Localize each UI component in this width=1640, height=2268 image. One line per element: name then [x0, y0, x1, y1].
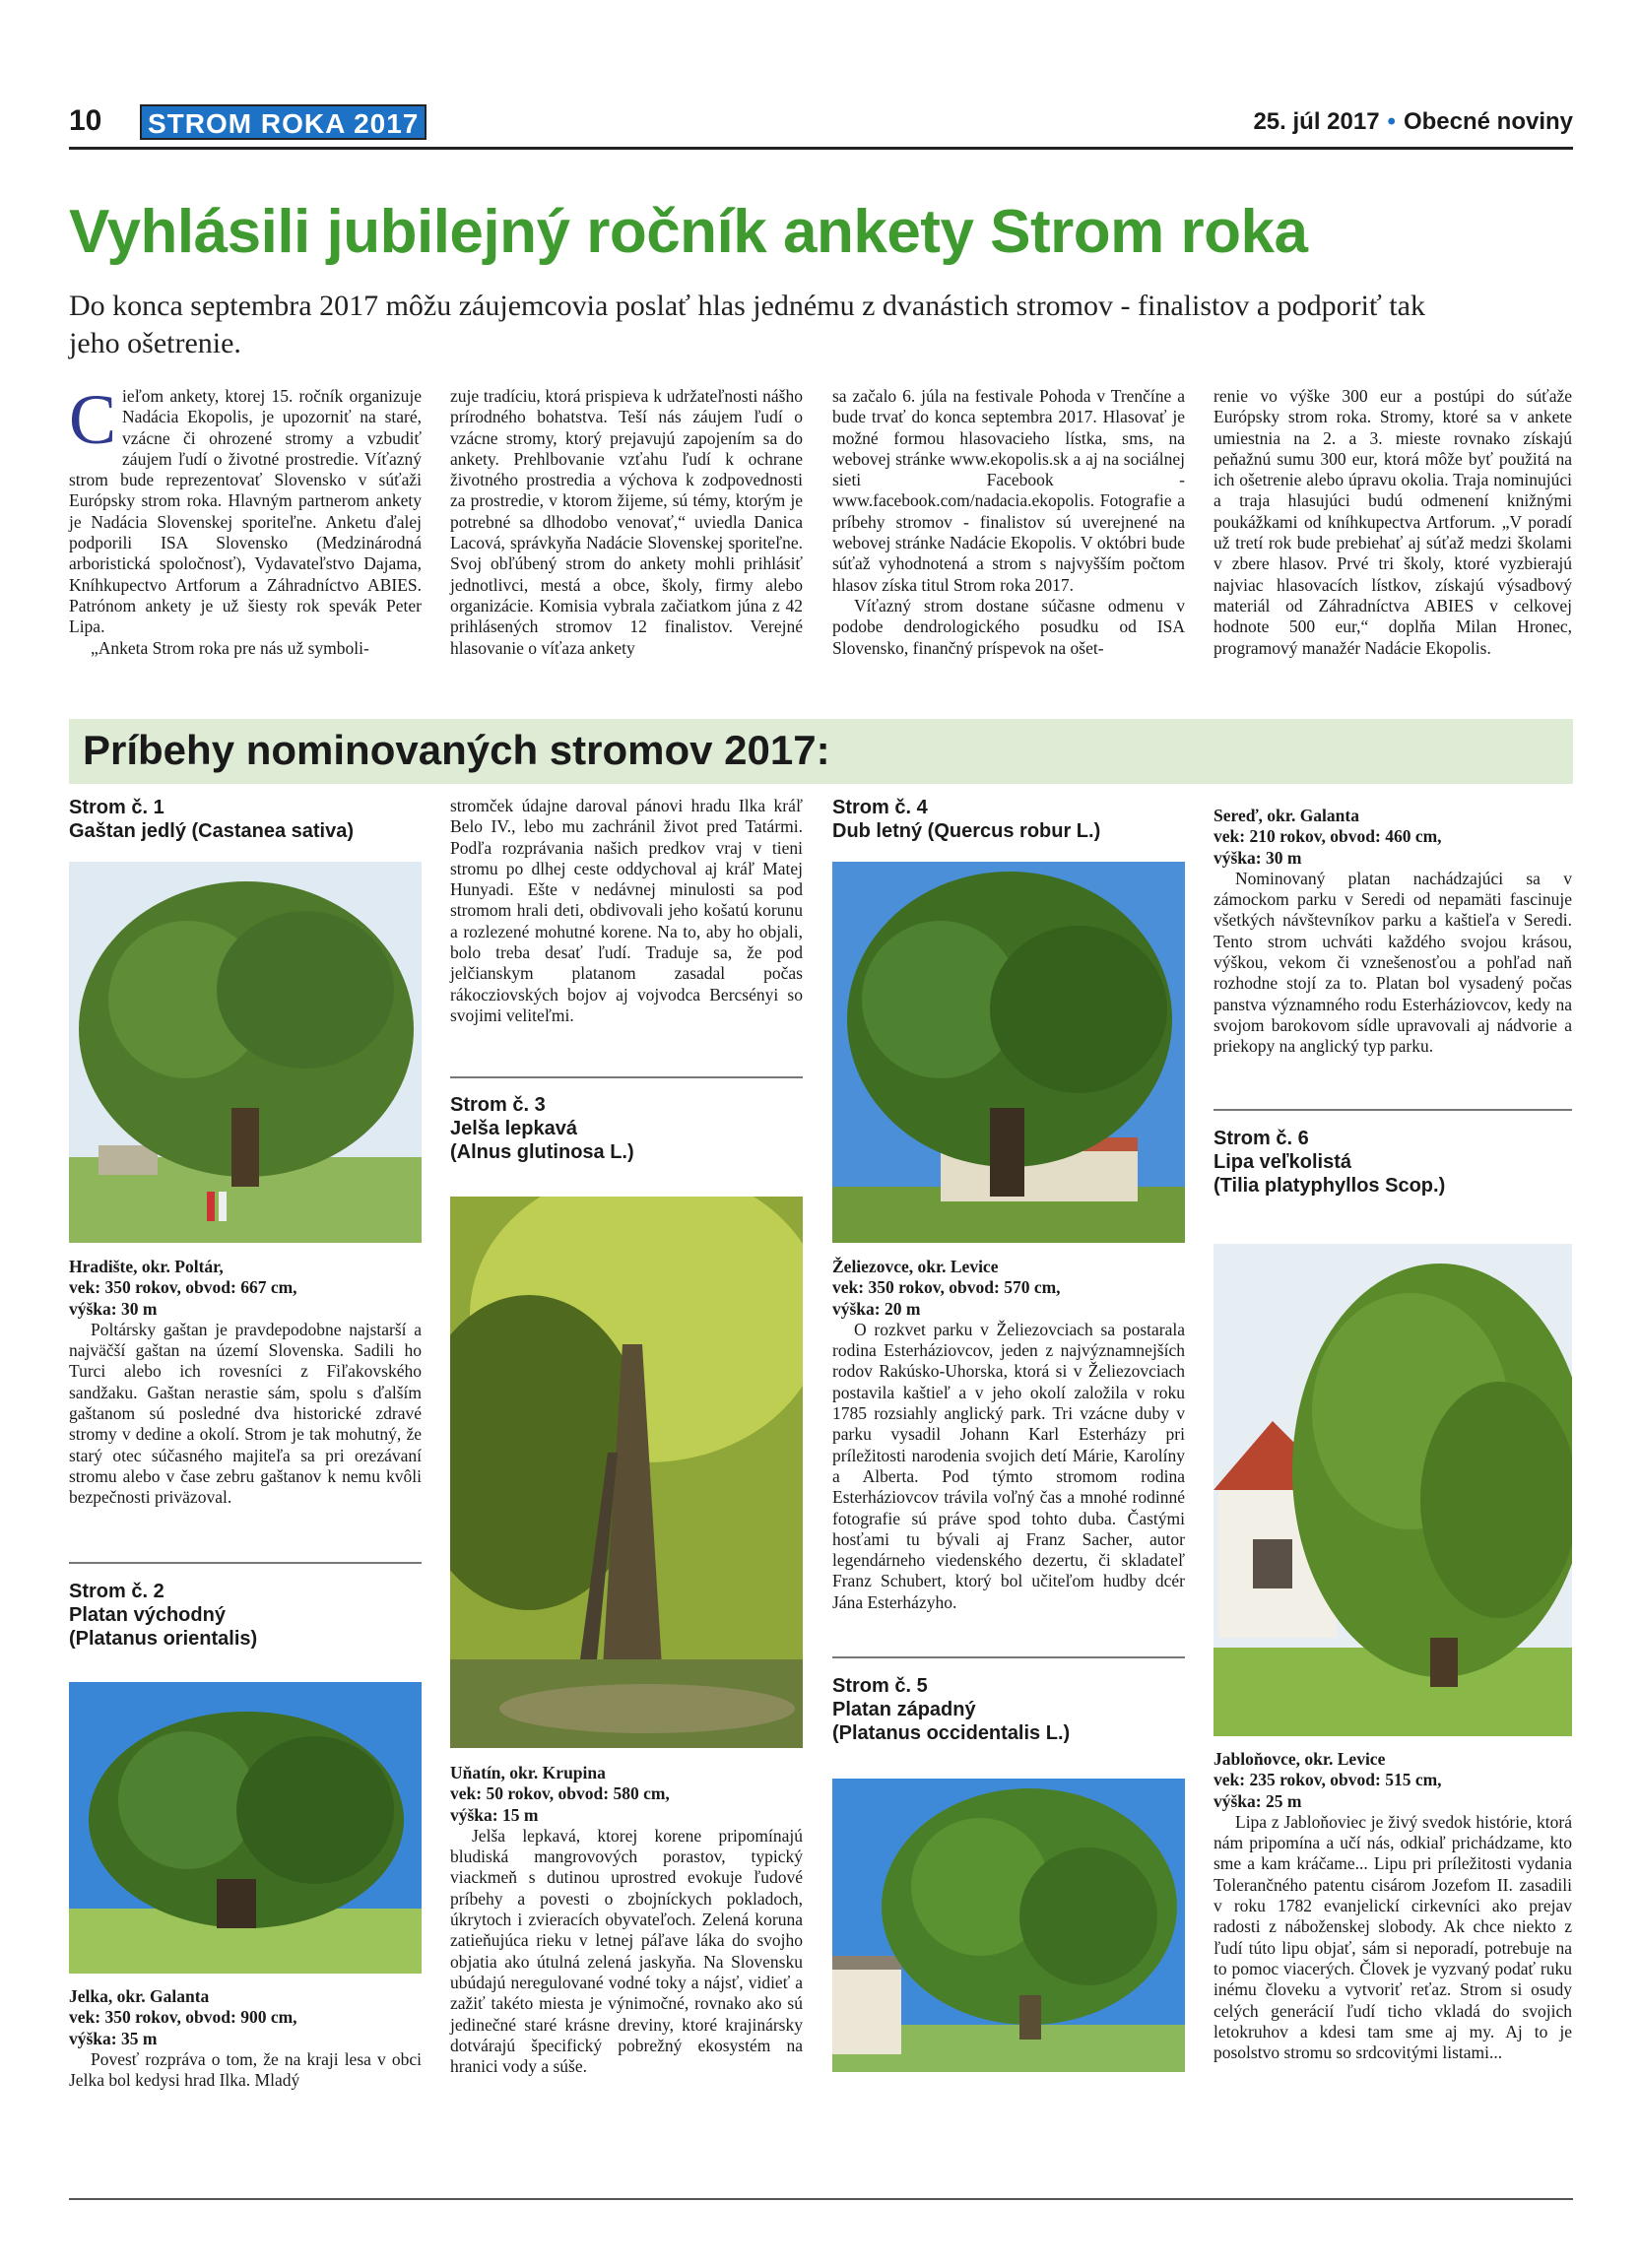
- section-tag: STROM ROKA 2017: [140, 104, 426, 140]
- drop-cap: C: [69, 380, 117, 459]
- tree-4-text: O rozkvet parku v Želiezovciach sa postarala rodina Esterháziovcov, jeden z najvýznamnejších rodov Rakúsko-Uhorska, ktorá si v Želiezovciach postavila kaštieľ a v jeho okolí založila v roku 1785 rozsiahly anglický park. Tri vzácne duby v parku vysadil Johann Karl Esterházy pri príležitosti narodenia svojich detí Márie, Karolíny a Alberta. Pod týmto stromom rodina Esterháziovcov trávila voľný čas a mnohé rodinné fotografie sú práve spod tohto duba. Častými hosťami tu bývali aj Franz Sacher, autor legendárneho viedenského dezertu, či skladateľ Franz Schubert, ktorý bol učiteľom hudby dcér Jána Esterházyho.: [832, 1319, 1185, 1612]
- article-lead: Do konca septembra 2017 môžu záujemcovia poslať hlas jednému z dvanástich stromov - finalistov a podporiť tak jeho ošetrenie.: [69, 290, 1425, 359]
- divider: [69, 1562, 422, 1564]
- tree-4-location: Želiezovce, okr. Levice: [832, 1257, 999, 1276]
- tree-1-height: výška: 30 m: [69, 1298, 158, 1319]
- tree-6-heading: [1214, 1127, 1572, 1198]
- tree-6-latin: (Tilia platyphyllos Scop.): [1214, 1175, 1446, 1197]
- tree-1-number: Strom č. 1: [69, 797, 164, 818]
- tree-5-number: Strom č. 5: [832, 1675, 928, 1697]
- tree-4-number: Strom č. 4: [832, 797, 928, 818]
- tree-5-text: Nominovaný platan nachádzajúci sa v zámockom parku v Seredi od nepamäti fascinuje všetkých návštevníkov parku a kaštieľa v Seredi. Tento strom uchváti každého svojou krásou, výškou, vekom či vznešenosťou a pohľad naň rozhodne stojí za to. Platan bol vysadený počas panstva významného rodu Esterháziovcov, kedy na svojom barokovom sídle upravovali aj nádvorie a priekopy na anglický typ parku.: [1214, 868, 1572, 1057]
- tree-4-body: [832, 1257, 1185, 1613]
- divider: [1214, 1109, 1572, 1111]
- article-headline: Vyhlásili jubilejný ročník ankety Strom roka: [69, 198, 1308, 266]
- tree-6-body: [1214, 1749, 1572, 2063]
- tree-2-latin: (Platanus orientalis): [69, 1628, 258, 1650]
- tree-6-text: Lipa z Jabloňoviec je živý svedok histórie, ktorá nám pripomína a učí nás, odkiaľ prichádzame, kto sme a kam kráčame... Lipu pri príležitosti vydania Tolerančného patentu cisárom Jozefom II. zasadili v roku 1782 evanjelickí cirkevníci ako prejav radosti z náboženskej slobody. Ak chce niekto z ľudí túto lipu objať, sám si neporadí, potrebuje na to pomoc viacerých. Človek je vyzvaný podať ruku inému človeku a vytvoriť reťaz. Strom si osudy celých generácií ľudí ticho vkladá do svojich letokruhov a kdesi tam sme aj my. Aj to je posolstvo stromu so srdcovitými listami...: [1214, 1811, 1572, 2063]
- tree-5-name: Platan západný: [832, 1699, 976, 1720]
- tree-1-location: Hradište, okr. Poltár,: [69, 1257, 224, 1276]
- tree-6-name: Lipa veľkolistá: [1214, 1151, 1351, 1173]
- article-col3-text-2: Víťazný strom dostane súčasne odmenu v podobe dendrologického posudku od ISA Slovensko, finančný príspevok na ošet-: [832, 595, 1185, 658]
- section-heading-bar: [69, 719, 1573, 784]
- article-col1-quote: „Anketa Strom roka pre nás už symboli-: [91, 637, 369, 658]
- tree-2-number: Strom č. 2: [69, 1581, 164, 1602]
- article-column-1: [69, 380, 422, 659]
- tree-1-text: Poltársky gaštan je pravdepodobne najstarší a najväčší gaštan na území Slovenska. Sadili ho Turci alebo ich rovesníci z Fiľakovského sandžaku. Gaštan nerastie sám, spolu s ďalším gaštanom sú posledné dva historické zdravé stromy v dedine a okolí. Strom je tak mohutný, že starý otec súčasného majiteľa sa pri orezávaní stromu alebo v čase zebru gaštanov k nemu kvôli bezpečnosti priväzoval.: [69, 1319, 422, 1508]
- publication-name: Obecné noviny: [1403, 108, 1573, 135]
- article-column-3: [832, 386, 1185, 659]
- divider: [832, 1656, 1185, 1658]
- tree-6-photo: [1214, 1244, 1572, 1736]
- tree-5-heading: [832, 1674, 1185, 1745]
- tree-2-height: výška: 35 m: [69, 2028, 158, 2048]
- tree-6-location: Jabloňovce, okr. Levice: [1214, 1749, 1386, 1769]
- tree-3-photo: [450, 1197, 803, 1748]
- article-col2-text: zuje tradíciu, ktorá prispieva k udržateľnosti nášho prírodného bohatstva. Teší nás záujem ľudí o vzácne stromy, ktorý prejavujú zapojením sa do ankety. Prehlbovanie vzťahu ľudí k ochrane životného prostredia a výchova k zodpovednosti za prostredie, v ktorom žijeme, sú témy, ktorým je potrebné sa dlhodobo venovať,“ uviedla Danica Lacová, správkyňa Nadácie Slovenskej sporiteľne. Svoj obľúbený strom do ankety mohli prihlásiť jednotlivci, mestá a obce, školy, firmy alebo organizácie. Komisia vybrala začiatkom júna z 42 prihlásených stromov 12 finalistov. Verejné hlasovanie o víťaza ankety: [450, 386, 803, 658]
- tree-2-body: [69, 1986, 422, 2091]
- article-column-4: [1214, 386, 1572, 659]
- tree-1-name: Gaštan jedlý (Castanea sativa): [69, 820, 355, 842]
- issue-date: 25. júl 2017: [1253, 108, 1380, 135]
- tree-3-body: [450, 1763, 803, 2077]
- tree-2-heading: [69, 1580, 422, 1651]
- tree-2-photo: [69, 1682, 422, 1974]
- tree-3-number: Strom č. 3: [450, 1094, 546, 1116]
- tree-5-height: výška: 30 m: [1214, 847, 1302, 868]
- tree-4-photo: [832, 862, 1185, 1243]
- dateline: [1253, 108, 1573, 136]
- tree-5-photo: [832, 1779, 1185, 2072]
- article-col4-text: renie vo výške 300 eur a postúpi do súťaže Európsky strom roka. Stromy, ktoré sa v ankete umiestnia na 2. a 3. mieste rovnako získajú peňažnú sumu 300 eur, ktorá môže byť použitá na ich ošetrenie alebo úpravu okolia. Traja nominujúci a traja hlasujúci budú odmenení knižnými poukážkami od kníhkupectva Artforum. „V poradí už tretí rok bude prebiehať aj súťaž medzi školami v zbere hlasov. Prvé tri školy, ktoré vyzbierajú najviac hlasovacích lístkov, získajú výsadbový materiál od Záhradníctva ABIES v celkovej hodnote 500 eur,“ doplňa Milan Hronec, programový manažér Nadácie Ekopolis.: [1214, 386, 1572, 658]
- tree-2-text: Povesť rozpráva o tom, že na kraji lesa v obci Jelka bol kedysi hrad Ilka. Mladý: [69, 2048, 422, 2091]
- tree-2-name: Platan východný: [69, 1604, 226, 1626]
- tree-2-stats: vek: 350 rokov, obvod: 900 cm,: [69, 2007, 297, 2028]
- tree-2-location: Jelka, okr. Galanta: [69, 1986, 210, 2006]
- tree-1-body: [69, 1257, 422, 1509]
- tree-3-text: Jelša lepkavá, ktorej korene pripomínajú bludiská mangrovových porastov, typický viackmeň s dutinou uprostred evokuje ľudové príbehy a povesti o zbojníckych pokladoch, úkrytoch i zvieracích obyvateľoch. Zelená koruna zatieňujúca rieku v letnej páľave láka do svojho objatia ako útulná zelená jaskyňa. Na Slovensku ubúdajú neregulované vodné toky a nájsť, vidieť a zažiť takéto miesta je výnimočné, rovnako ako sú jedinečné staré krásne dreviny, ktoré krajinársky dotvárajú špecifický pobrežný ekosystém na hranici vody a súše.: [450, 1825, 803, 2077]
- page-header: [69, 100, 1573, 150]
- tree-4-stats: vek: 350 rokov, obvod: 570 cm,: [832, 1277, 1061, 1298]
- tree-3-name: Jelša lepkavá: [450, 1118, 577, 1139]
- tree-6-height: výška: 25 m: [1214, 1790, 1302, 1811]
- tree-5-location: Sereď, okr. Galanta: [1214, 806, 1359, 825]
- tree-4-height: výška: 20 m: [832, 1298, 921, 1319]
- tree-2-text-cont: stromček údajne daroval pánovi hradu Ilka kráľ Belo IV., lebo mu zachránil život pred Tatármi. Podľa rozprávania našich predkov vraj v tieni stromu po dlhej ceste oddychoval aj kráľ Matej Hunyadi. Ešte v nedávnej minulosti sa pod stromom hrali deti, obdivovali jeho košatú korunu a rozlezené mohutné korene. Na to, aby ho objali, bolo treba desať ľudí. Traduje sa, že pod jelčianskym platanom zasadal počas rákocziovských bojov aj vojvodca Bercsényi so svojimi veliteľmi.: [450, 796, 803, 1025]
- tree-1-stats: vek: 350 rokov, obvod: 667 cm,: [69, 1277, 297, 1298]
- tree-4-heading: [832, 796, 1185, 843]
- tree-5-latin: (Platanus occidentalis L.): [832, 1722, 1071, 1744]
- tree-4-name: Dub letný (Quercus robur L.): [832, 820, 1101, 842]
- tree-6-stats: vek: 235 rokov, obvod: 515 cm,: [1214, 1770, 1442, 1790]
- divider: [450, 1076, 803, 1078]
- page-number: 10: [69, 104, 102, 137]
- article-column-2: [450, 386, 803, 659]
- tree-3-stats: vek: 50 rokov, obvod: 580 cm,: [450, 1783, 670, 1804]
- separator-dot: •: [1387, 108, 1396, 135]
- tree-5-body: [1214, 806, 1572, 1058]
- section-heading: Príbehy nominovaných stromov 2017:: [83, 727, 830, 773]
- tree-5-stats: vek: 210 rokov, obvod: 460 cm,: [1214, 826, 1442, 847]
- tree-1-photo: [69, 862, 422, 1243]
- tree-2-continuation: [450, 796, 803, 1026]
- bottom-rule: [69, 2198, 1573, 2200]
- tree-1-heading: [69, 796, 422, 843]
- article-col3-text: sa začalo 6. júla na festivale Pohoda v Trenčíne a bude trvať do konca septembra 2017. Hlasovať je možné formou hlasovacieho lístka, sms, na webovej stránke www.ekopolis.sk a aj na sociálnej sieti Facebook - www.facebook.com/nadacia.ekopolis. Fotografie a príbehy stromov - finalistov sú uverejnené na webovej stránke Nadácie Ekopolis. V októbri bude súťaž vyhodnotená a strom s najvyšším počtom hlasov získa titul Strom roka 2017.: [832, 386, 1185, 595]
- tree-3-heading: [450, 1093, 803, 1164]
- tree-3-height: výška: 15 m: [450, 1804, 539, 1825]
- tree-6-number: Strom č. 6: [1214, 1128, 1309, 1149]
- tree-3-location: Uňatín, okr. Krupina: [450, 1763, 606, 1782]
- tree-3-latin: (Alnus glutinosa L.): [450, 1141, 634, 1163]
- article-col1-text: ieľom ankety, ktorej 15. ročník organizuje Nadácia Ekopolis, je upozorniť na staré, vzácne či ohrozené stromy a vzbudiť záujem ľudí o životné prostredie. Víťazný strom bude reprezentovať Slovensko v súťaži Európsky strom roka. Hlavným partnerom ankety je Nadácia Slovenskej sporiteľne. Anketu ďalej podporili ISA Slovensko (Medzinárodná arboristická spoločnosť), Vydavateľstvo Dajama, Kníhkupectvo Artforum a Záhradníctvo ABIES. Patrónom ankety je už šiesty rok spevák Peter Lipa.: [69, 386, 422, 637]
